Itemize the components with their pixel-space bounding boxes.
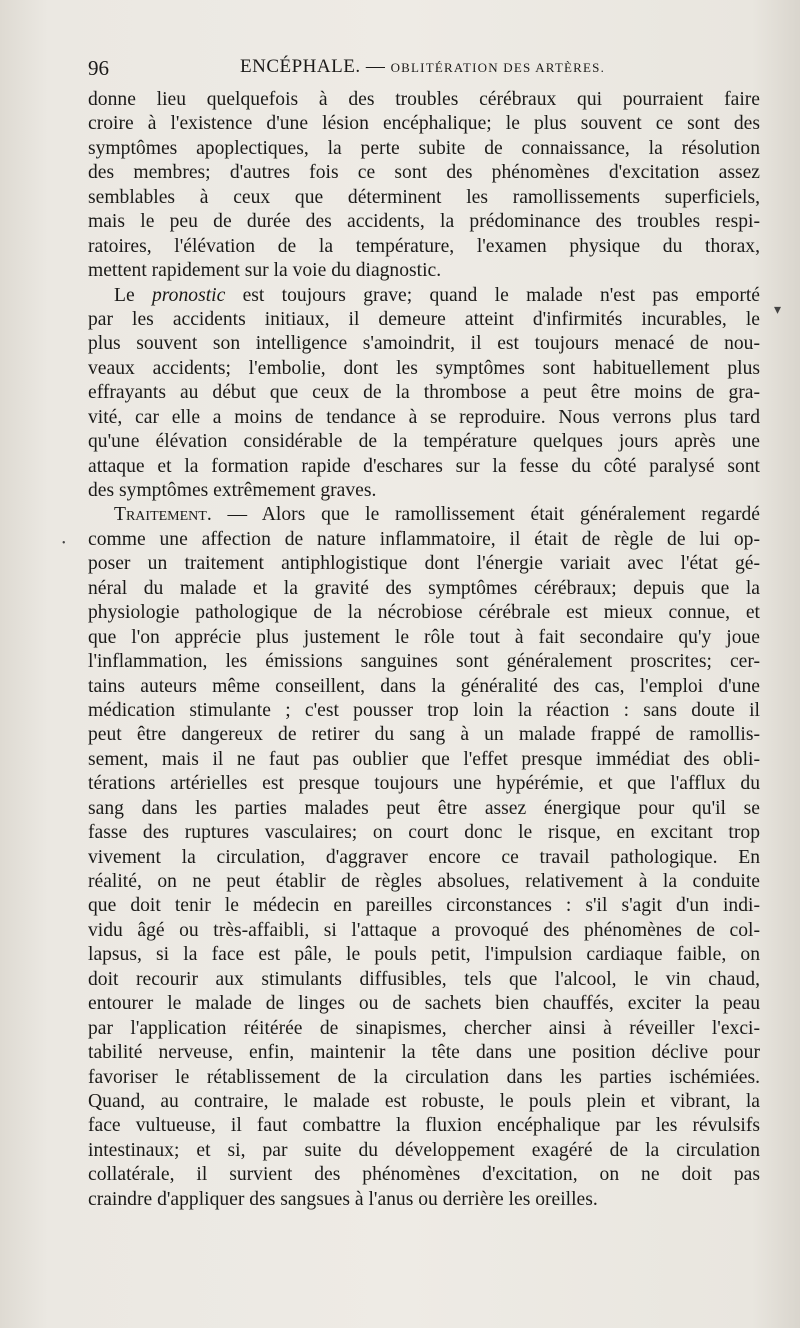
text-line: l'inflammation, les émissions sanguines sont généralement proscrites; cer- — [88, 651, 760, 673]
body-text — [88, 88, 760, 1212]
stray-mark: • — [62, 538, 66, 549]
text-line: des membres; d'autres fois ce sont des phénomènes d'excitation assez — [88, 162, 760, 184]
lead-rest: est toujours grave; quand le malade n'est pas emporté — [225, 284, 760, 306]
paragraph-pronostic — [88, 284, 760, 504]
text-line: peut être dangereux de retirer du sang à un malade frappé de ramollis- — [88, 724, 760, 746]
text-line: craindre d'appliquer des sangsues à l'anus ou derrière les oreilles. — [88, 1188, 598, 1210]
running-title — [240, 56, 605, 78]
text-line: médication stimulante ; c'est pousser trop loin la réaction : sans doute il — [88, 699, 760, 721]
text-line: physiologie pathologique de la nécrobiose cérébrale est mieux connue, et — [88, 602, 760, 624]
text-line: réalité, on ne peut établir de règles absolues, relativement à la conduite — [88, 871, 760, 892]
text-line: mettent rapidement sur la voie du diagnostic. — [88, 260, 442, 282]
text-line: symptômes apoplectiques, la perte subite de connaissance, la résolution — [88, 137, 760, 159]
text-line: croire à l'existence d'une lésion encéphalique; le plus souvent ce sont des — [88, 113, 760, 135]
text-line: poser un traitement antiphlogistique dont l'énergie variait avec l'état gé- — [88, 553, 760, 575]
text-line: que doit tenir le médecin en pareilles circonstances : s'il s'agit d'un indi- — [88, 895, 760, 917]
section-heading-traitement: Traitement. — [114, 504, 212, 526]
text-line: par les accidents initiaux, il demeure atteint d'infirmités incurables, le — [88, 308, 760, 330]
text-line: fasse des ruptures vasculaires; on court donc le risque, en excitant trop — [88, 822, 760, 844]
text-line: vité, car elle a moins de tendance à se reproduire. Nous verrons plus tard — [88, 406, 760, 428]
paragraph-lead-line — [88, 503, 760, 527]
text-line: sang dans les parties malades peut être assez énergique pour qu'il se — [88, 797, 760, 819]
text-line: tabilité nerveuse, enfin, maintenir la tête dans une position déclive pour — [88, 1042, 760, 1064]
lead-prefix: Le — [114, 284, 152, 306]
text-line: par l'application réitérée de sinapismes, chercher ainsi à réveiller l'exci- — [88, 1017, 760, 1039]
text-line: Quand, au contraire, le malade est robuste, le pouls plein et vibrant, la — [88, 1090, 760, 1112]
text-line: favoriser le rétablissement de la circulation dans les parties ischémiées. — [88, 1066, 760, 1088]
text-line: plus souvent son intelligence s'amoindrit, il est toujours menacé de nou- — [88, 333, 760, 355]
text-line: qu'une élévation considérable de la température quelques jours après une — [88, 431, 760, 453]
text-line: collatérale, il survient des phénomènes d'excitation, on ne doit pas — [88, 1164, 760, 1186]
text-line: lapsus, si la face est pâle, le pouls petit, l'impulsion cardiaque faible, on — [88, 944, 760, 966]
paragraph-traitement — [88, 503, 760, 1212]
running-title-dash: — — [365, 56, 386, 77]
text-line: face vultueuse, il faut combattre la fluxion encéphalique par les révulsifs — [88, 1115, 760, 1137]
text-line: doit recourir aux stimulants diffusibles, tels que l'alcool, le vin chaud, — [88, 968, 760, 990]
text-line: comme une affection de nature inflammatoire, il était de règle de lui op- — [88, 528, 760, 550]
text-line: des symptômes extrêmement graves. — [88, 480, 377, 501]
text-line: semblables à ceux que déterminent les ramollissements superficiels, — [88, 186, 760, 208]
text-line: attaque et la formation rapide d'eschares sur la fesse du côté paralysé sont — [88, 455, 760, 477]
text-line: ratoires, l'élévation de la température, l'examen physique du thorax, — [88, 235, 760, 257]
text-line: effrayants au début que ceux de la thrombose a peut être moins de gra- — [88, 382, 760, 404]
text-line: térations artérielles est presque toujours une hypérémie, et que l'afflux du — [88, 773, 760, 795]
text-line: vivement la circulation, d'aggraver encore ce travail pathologique. En — [88, 846, 760, 868]
stray-mark: ▾ — [774, 303, 782, 318]
text-line: entourer le malade de linges ou de sachets bien chauffés, exciter la peau — [88, 993, 760, 1015]
paragraph-lead-line — [88, 284, 760, 308]
text-line: néral du malade et la gravité des symptômes cérébraux; depuis que la — [88, 577, 760, 599]
text-line: veaux accidents; l'embolie, dont les symptômes sont habituellement plus — [88, 357, 760, 379]
text-line: que l'on apprécie plus justement le rôle tout à fait secondaire qu'y joue — [88, 626, 760, 648]
running-title-main: ENCÉPHALE. — [240, 56, 361, 77]
text-line: donne lieu quelquefois à des troubles cérébraux qui pourraient faire — [88, 89, 760, 110]
text-line: intestinaux; et si, par suite du développement exagéré de la circulation — [88, 1139, 760, 1161]
section-term-pronostic: pronostic — [151, 284, 226, 306]
text-line: vidu âgé ou très-affaibli, si l'attaque a provoqué des phénomènes de col- — [88, 919, 760, 941]
page-header — [88, 56, 760, 84]
lead-rest: — Alors que le ramollissement était généralement regardé — [211, 504, 760, 526]
text-line: mais le peu de durée des accidents, la prédominance des troubles respi- — [88, 211, 760, 233]
text-line: sement, mais il ne faut pas oublier que l'effet presque immédiat des obli- — [88, 748, 760, 770]
text-line: tains auteurs même conseillent, dans la généralité des cas, l'emploi d'une — [88, 675, 760, 697]
paragraph-diagnostic — [88, 88, 760, 284]
running-title-sub: OBLITÉRATION DES ARTÈRES. — [390, 60, 606, 75]
page-number: 96 — [88, 56, 109, 80]
